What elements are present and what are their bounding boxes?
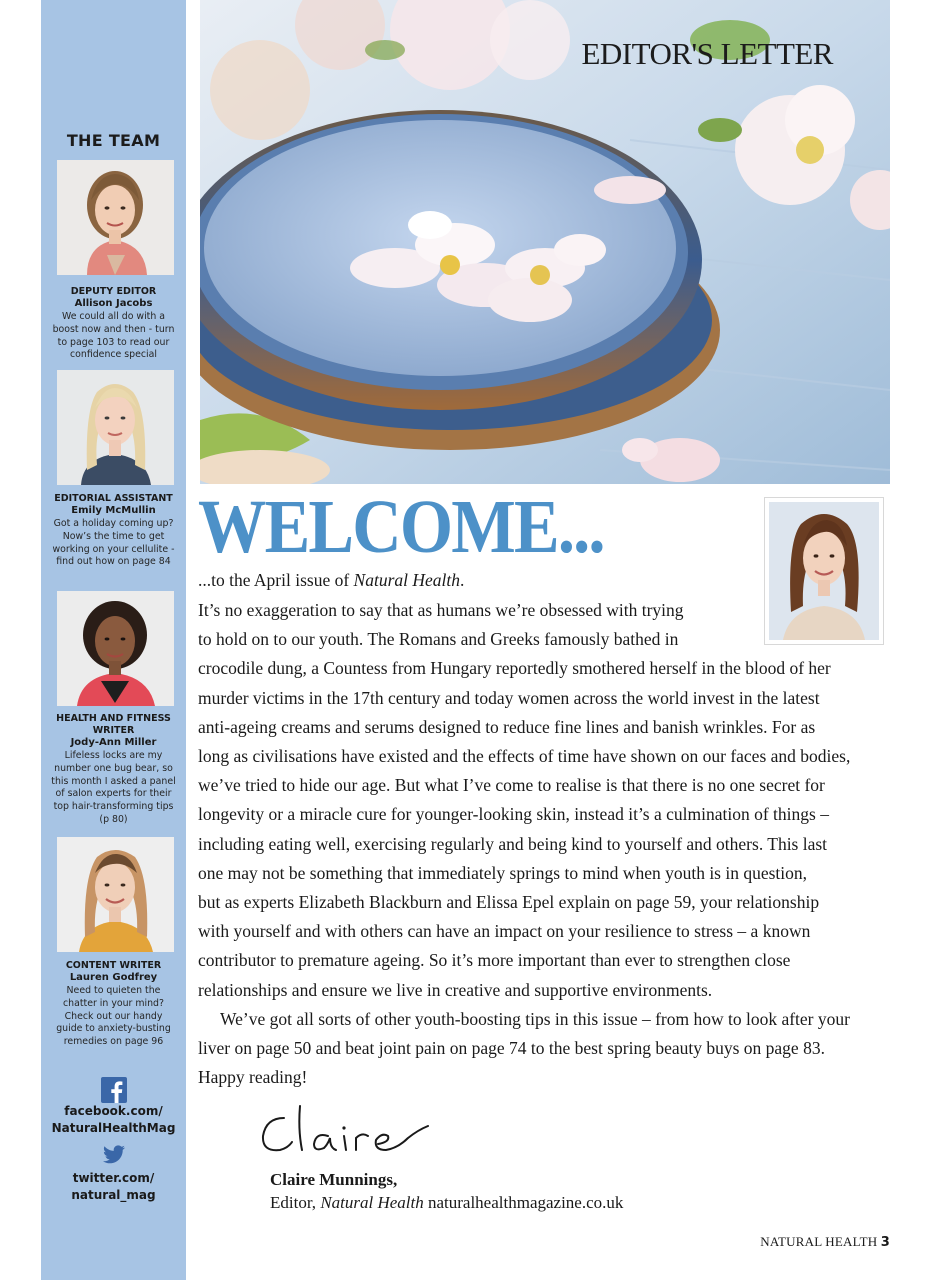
editor-name: Claire Munnings,	[270, 1170, 398, 1189]
intro-line	[198, 568, 464, 592]
intro-suffix: .	[460, 570, 465, 590]
twitter-line1: twitter.com/	[72, 1171, 155, 1185]
facebook-link[interactable]	[43, 1103, 184, 1136]
member-blurb: Need to quieten the chatter in your mind? Check out our handy guide to anxiety-busting remedies on page 96	[56, 985, 171, 1048]
twitter-link[interactable]	[43, 1170, 184, 1203]
member-name: Allison Jacobs	[74, 298, 153, 309]
team-sidebar	[41, 0, 186, 1280]
body-line: We’ve got all sorts of other youth-boosting tips in this issue – from how to look after your	[220, 1008, 850, 1029]
member-blurb: Lifeless locks are my number one bug bear, so this month I asked a panel of salon experts for their top hair-transforming tips (p 80)	[51, 750, 176, 825]
member-blurb: We could all do with a boost now and then - turn to page 103 to read our confidence special	[52, 311, 175, 361]
body-line: long as civilisations have existed and the effects of time have shown on our faces and bodies,	[198, 746, 851, 767]
member-name: Jody-Ann Miller	[70, 737, 157, 748]
body-line: contributor to premature ageing. So it’s more important than ever to strengthen close	[198, 950, 791, 971]
website-link[interactable]: naturalhealthmagazine.co.uk	[423, 1193, 624, 1212]
team-title: THE TEAM	[66, 131, 161, 150]
body-line: Happy reading!	[198, 1067, 308, 1088]
body-line: anti-ageing creams and serums designed to reduce fine lines and banish wrinkles. For as	[198, 716, 816, 737]
signature-script: Claire	[258, 1100, 261, 1101]
letter-body	[198, 596, 888, 1092]
body-line: with yourself and with others can have an impact on your resilience to stress – a known	[198, 921, 811, 942]
member-role: DEPUTY EDITOR	[70, 286, 157, 297]
body-line: liver on page 50 and beat joint pain on page 74 to the best spring beauty buys on page 83.	[198, 1038, 825, 1059]
editor-title	[270, 1191, 623, 1215]
hero-image	[200, 0, 890, 484]
member-name: Lauren Godfrey	[69, 972, 158, 983]
facebook-icon[interactable]	[101, 1077, 127, 1103]
title-prefix: Editor,	[270, 1193, 321, 1212]
emily-photo	[57, 370, 174, 485]
body-line: It’s no exaggeration to say that as humans we’re obsessed with trying	[198, 600, 684, 620]
allison-photo	[57, 160, 174, 275]
page-number: 3	[880, 1235, 890, 1250]
jody-ann-photo	[57, 591, 174, 706]
body-line: including eating well, exercising regularly and being kind to yourself and others. This last	[198, 833, 828, 854]
body-line: to hold on to our youth. The Romans and Greeks famously bathed in	[198, 629, 679, 650]
intro-magazine: Natural Health	[353, 570, 461, 590]
member-name: Emily McMullin	[71, 505, 156, 516]
page-folio	[760, 1234, 890, 1250]
intro-prefix: ...to the April issue of	[198, 570, 354, 590]
body-line: we’ve tried to hide our age. But what I’ve come to realise is that there is no one secret for	[198, 775, 825, 796]
member-role: CONTENT WRITER	[65, 960, 162, 971]
section-label: EDITOR'S LETTER	[581, 36, 833, 71]
body-line: murder victims in the 17th century and today women across the world invest in the latest	[198, 687, 820, 708]
title-magazine: Natural Health	[320, 1193, 424, 1212]
facebook-line1: facebook.com/	[64, 1104, 163, 1118]
body-line: crocodile dung, a Countess from Hungary reportedly smothered herself in the blood of her	[198, 658, 831, 679]
member-blurb: Got a holiday coming up? Now’s the time to get working on your cellulite - find out how on page 84	[52, 518, 175, 568]
member-role: EDITORIAL ASSISTANT	[54, 493, 173, 504]
body-line: but as experts Elizabeth Blackburn and Elissa Epel explain on page 59, your relationship	[198, 892, 820, 913]
member-role: HEALTH AND FITNESS WRITER	[56, 713, 171, 736]
body-line: longevity or a miracle cure for younger-looking skin, instead it’s a culmination of things –	[198, 804, 829, 825]
body-line: relationships and ensure we live in creative and supportive environments.	[198, 979, 713, 1000]
body-line: one may not be something that immediately springs to mind when youth is in question,	[198, 862, 808, 883]
lauren-photo	[57, 837, 174, 952]
twitter-line2: natural_mag	[71, 1187, 156, 1202]
welcome-headline: WELCOME...	[198, 485, 604, 569]
facebook-line2: NaturalHealthMag	[51, 1120, 176, 1135]
editor-signature	[258, 1100, 438, 1166]
folio-label: NATURAL HEALTH	[760, 1234, 878, 1249]
twitter-icon[interactable]	[101, 1142, 127, 1168]
